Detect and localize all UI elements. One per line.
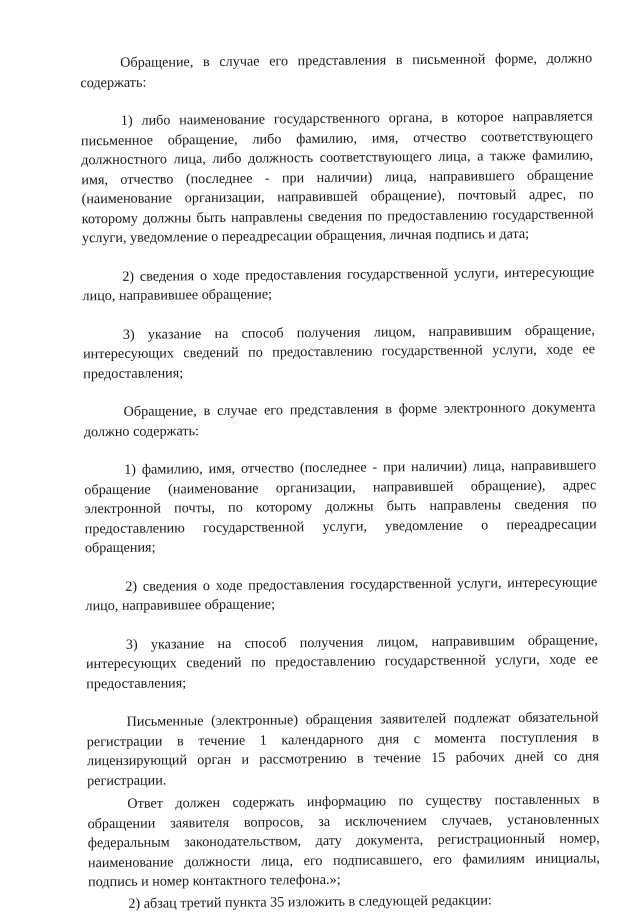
paragraph-electronic-item-3: 3) указание на способ получения лицом, направившим обращение, интересующих сведений по предоставлению государственной услуги, ходе ее предоставления; bbox=[85, 631, 599, 692]
paragraph-written-form-intro: Обращение, в случае его представления в письменной форме, должно содержать: bbox=[80, 50, 593, 91]
paragraph-written-item-1: 1) либо наименование государственного органа, в которое направляется письменное обращение, либо фамилию, имя, отчество соответствующего должностного лица, либо должность соответствующего лица, а также фамилию, имя, отчество (последнее - при наличии) лица, направившего обращение (наименование организации, направившей обращение), почтовый адрес, по которому должны быть направлены сведения по предоставлению государственной услуги, уведомление о переадресации обращения, личная подпись и дата; bbox=[80, 108, 594, 247]
paragraph-electronic-item-1: 1) фамилию, имя, отчество (последнее - при наличии) лица, направившего обращение (наименование организации, направившей обращение), адрес электронной почты, по которому должны быть направлены сведения по предоставлению государственной услуги, уведомление о переадресации обращения; bbox=[84, 457, 597, 557]
paragraph-registration: Письменные (электронные) обращения заявителей подлежат обязательной регистрации в течение 1 календарного дня с момента поступления в лицензирующий орган и рассмотрению в течение 15 рабочих дней со дня регистрации. bbox=[86, 709, 600, 789]
paragraph-written-item-2: 2) сведения о ходе предоставления государственной услуги, интересующие лицо, направившее обращение; bbox=[82, 263, 595, 305]
paragraph-electronic-item-2: 2) сведения о ходе предоставления государственной услуги, интересующие лицо, направившее обращение; bbox=[85, 573, 598, 615]
paragraph-amendment: 2) абзац третий пункта 35 изложить в следующей редакции: bbox=[128, 891, 492, 912]
paragraph-written-item-3: 3) указание на способ получения лицом, направившим обращение, интересующих сведений по предоставлению государственной услуги, ходе ее предоставления; bbox=[82, 321, 596, 382]
paragraph-electronic-form-intro: Обращение, в случае его представления в форме электронного документа должно содержать: bbox=[83, 399, 596, 440]
paragraph-response-content: Ответ должен содержать информацию по существу поставленных в обращении заявителя вопросов, за исключением случаев, установленных федеральным законодательством, дату документа, регистрационный номер, наименование должности лица, его подписавшего, его фамилиям инициалы, подпись и номер контактного телефона.»; bbox=[87, 791, 600, 891]
